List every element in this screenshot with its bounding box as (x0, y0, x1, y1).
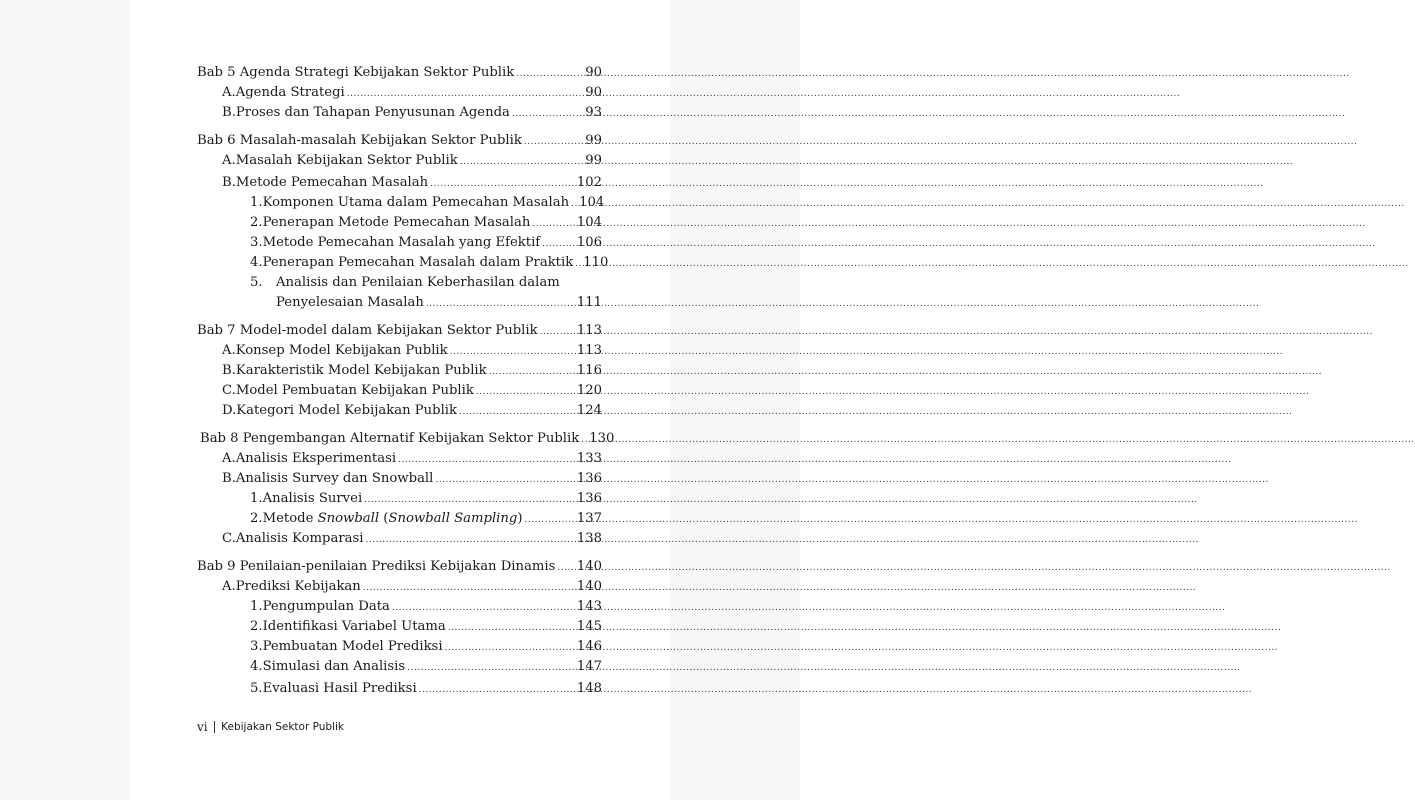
leader-dots (524, 133, 583, 151)
toc-page-number: 102 (576, 175, 602, 190)
leader-dots (489, 363, 575, 381)
toc-title: Penerapan Pemecahan Masalah dalam Praktik (262, 255, 574, 270)
toc-section-number: C. (222, 531, 236, 546)
leader-dots (476, 383, 575, 401)
toc-section (222, 530, 602, 549)
toc-page-number: 116 (576, 363, 602, 378)
toc-title: Masalah Kebijakan Sektor Publik (235, 153, 458, 168)
toc-title: Penyelesaian Masalah (276, 295, 424, 310)
toc-page-number: 145 (576, 619, 602, 634)
toc-page-number: 146 (576, 639, 602, 654)
toc-title: Bab 7 Model-model dalam Kebijakan Sektor Publik (197, 323, 538, 338)
toc-subsection (250, 234, 602, 253)
toc-subsection (250, 680, 602, 699)
leader-dots (532, 215, 574, 233)
toc-page-number: 148 (576, 681, 602, 696)
toc-section (222, 470, 602, 489)
toc-title: Agenda Strategi (235, 85, 345, 100)
toc-title: Evaluasi Hasil Prediksi (262, 681, 417, 696)
toc-page-number: 99 (585, 153, 602, 168)
toc-page-number: 136 (576, 491, 602, 506)
toc-title: Prediksi Kebijakan (235, 579, 361, 594)
toc-page-number: 93 (585, 105, 602, 120)
toc-section (222, 104, 602, 123)
toc-chapter (200, 430, 615, 449)
toc-title: Penerapan Metode Pemecahan Masalah (262, 215, 531, 230)
leader-dots (516, 65, 583, 83)
toc-title: Metode Pemecahan Masalah (235, 175, 429, 190)
toc-page-number: 106 (576, 235, 602, 250)
toc-chapter (197, 322, 602, 341)
toc-page-number: 99 (585, 133, 602, 148)
page-footer (197, 720, 344, 734)
leader-dots (398, 451, 575, 469)
leader-dots (571, 195, 577, 213)
toc-section-number: C. (222, 383, 236, 398)
toc-page-number: 113 (576, 323, 602, 338)
toc-subsection-number: 5. (250, 275, 263, 290)
toc-subsection-number: 4. (250, 659, 263, 674)
toc-section (222, 362, 602, 381)
toc-page-number: 147 (576, 659, 602, 674)
toc-subsection-number: 3. (250, 639, 263, 654)
toc-subsection (250, 490, 602, 509)
toc-page-number: 136 (576, 471, 602, 486)
toc-title: Pengumpulan Data (262, 599, 390, 614)
toc-section-number: A. (222, 579, 236, 594)
leader-dots (557, 559, 574, 577)
toc-title: Identifikasi Variabel Utama (262, 619, 446, 634)
toc-page-number: 124 (576, 403, 602, 418)
toc-section (222, 578, 602, 597)
toc-section-number: B. (222, 471, 236, 486)
toc-title: Metode Pemecahan Masalah yang Efektif (262, 235, 541, 250)
toc-title: Model Pembuatan Kebijakan Publik (235, 383, 474, 398)
toc-page-number: 113 (576, 343, 602, 358)
toc-chapter (197, 558, 602, 577)
toc-page-number: 104 (576, 215, 602, 230)
toc-page-number: 133 (576, 451, 602, 466)
toc-section (222, 342, 602, 361)
toc-subsection-number: 1. (250, 195, 263, 210)
toc-section (222, 174, 602, 193)
toc-subsection (250, 618, 602, 637)
toc-subsection (250, 638, 602, 657)
toc-section (222, 152, 602, 171)
toc-page-number: 90 (585, 65, 602, 80)
leader-dots (460, 153, 583, 171)
toc-title: Komponen Utama dalam Pemecahan Masalah (262, 195, 570, 210)
toc-title: Pembuatan Model Prediksi (262, 639, 443, 654)
toc-section-number: A. (222, 451, 236, 466)
footer-page-number: vi (197, 720, 208, 734)
leader-dots (448, 619, 575, 637)
toc-subsection-number: 5. (250, 681, 263, 696)
toc-section (222, 382, 602, 401)
leader-dots (445, 639, 575, 657)
toc-section-number: A. (222, 85, 236, 100)
leader-dots (525, 511, 575, 529)
toc-page-number: 140 (576, 559, 602, 574)
leader-dots (512, 105, 583, 123)
toc-title: Analisis Survey dan Snowball (235, 471, 434, 486)
toc-subsection-number: 2. (250, 511, 263, 526)
toc-title: Proses dan Tahapan Penyusunan Agenda (235, 105, 510, 120)
toc-title: Analisis Komparasi (235, 531, 364, 546)
leader-dots (407, 659, 575, 677)
toc-title: Analisis Eksperimentasi (235, 451, 397, 466)
toc-title: Bab 5 Agenda Strategi Kebijakan Sektor Publik (197, 65, 515, 80)
leader-dots (365, 531, 574, 549)
toc-section (222, 450, 602, 469)
toc-page-number: 120 (576, 383, 602, 398)
toc-title: Analisis Survei (262, 491, 363, 506)
leader-dots (435, 471, 574, 489)
toc-subsection-continued (276, 294, 602, 313)
toc-subsection (250, 274, 602, 292)
toc-page-number: 130 (589, 431, 615, 446)
toc-title: Simulasi dan Analisis (262, 659, 406, 674)
toc-title: Kategori Model Kebijakan Publik (236, 403, 457, 418)
toc-section-number: B. (222, 105, 236, 120)
toc-section (222, 84, 602, 103)
leader-dots (426, 295, 575, 313)
leader-dots (575, 255, 581, 273)
toc-page-number: 138 (576, 531, 602, 546)
toc-chapter (197, 132, 602, 151)
toc-subsection-number: 1. (250, 599, 263, 614)
leader-dots (347, 85, 583, 103)
toc-subsection (250, 658, 602, 677)
leader-dots (363, 579, 575, 597)
toc-page-number: 111 (576, 295, 602, 310)
toc-subsection (250, 194, 605, 213)
toc-section-number: A. (222, 153, 236, 168)
toc-section-number: B. (222, 363, 236, 378)
toc-title: Bab 8 Pengembangan Alternatif Kebijakan Sektor Publik (200, 431, 580, 446)
toc-subsection (250, 510, 602, 529)
leader-dots (542, 235, 575, 253)
toc-subsection-number: 4. (250, 255, 263, 270)
toc-title: Bab 9 Penilaian-penilaian Prediksi Kebijakan Dinamis (197, 559, 556, 574)
toc-title: Analisis dan Penilaian Keberhasilan dalam (276, 275, 560, 290)
toc-subsection-number: 2. (250, 619, 263, 634)
leader-dots (392, 599, 575, 617)
toc-section (222, 402, 602, 421)
toc-title: Karakteristik Model Kebijakan Publik (235, 363, 487, 378)
toc-title-snowball: Metode Snowball (Snowball Sampling) (262, 511, 523, 526)
toc-section-number: B. (222, 175, 236, 190)
toc-subsection-number: 3. (250, 235, 263, 250)
toc-subsection (250, 598, 602, 617)
toc-subsection (250, 214, 602, 233)
toc-page-number: 104 (579, 195, 605, 210)
leader-dots (450, 343, 575, 361)
footer-book-title: Kebijakan Sektor Publik (221, 721, 344, 733)
leader-dots (419, 681, 575, 699)
leader-dots (459, 403, 575, 421)
toc-subsection-number: 1. (250, 491, 263, 506)
leader-dots (581, 431, 587, 449)
leader-dots (364, 491, 575, 509)
toc-section-number: A. (222, 343, 236, 358)
toc-subsection-number: 2. (250, 215, 263, 230)
toc-section-number: D. (222, 403, 237, 418)
toc-page-number: 90 (585, 85, 602, 100)
toc-page-number: 140 (576, 579, 602, 594)
footer-divider (214, 721, 216, 733)
leader-dots (430, 175, 575, 193)
toc-page-number: 137 (576, 511, 602, 526)
toc-page-number: 110 (583, 255, 609, 270)
toc-subsection (250, 254, 609, 273)
leader-dots (540, 323, 575, 341)
toc-title: Konsep Model Kebijakan Publik (235, 343, 448, 358)
toc-page-number: 143 (576, 599, 602, 614)
toc-title: Bab 6 Masalah-masalah Kebijakan Sektor Publik (197, 133, 522, 148)
toc-chapter (197, 64, 602, 83)
